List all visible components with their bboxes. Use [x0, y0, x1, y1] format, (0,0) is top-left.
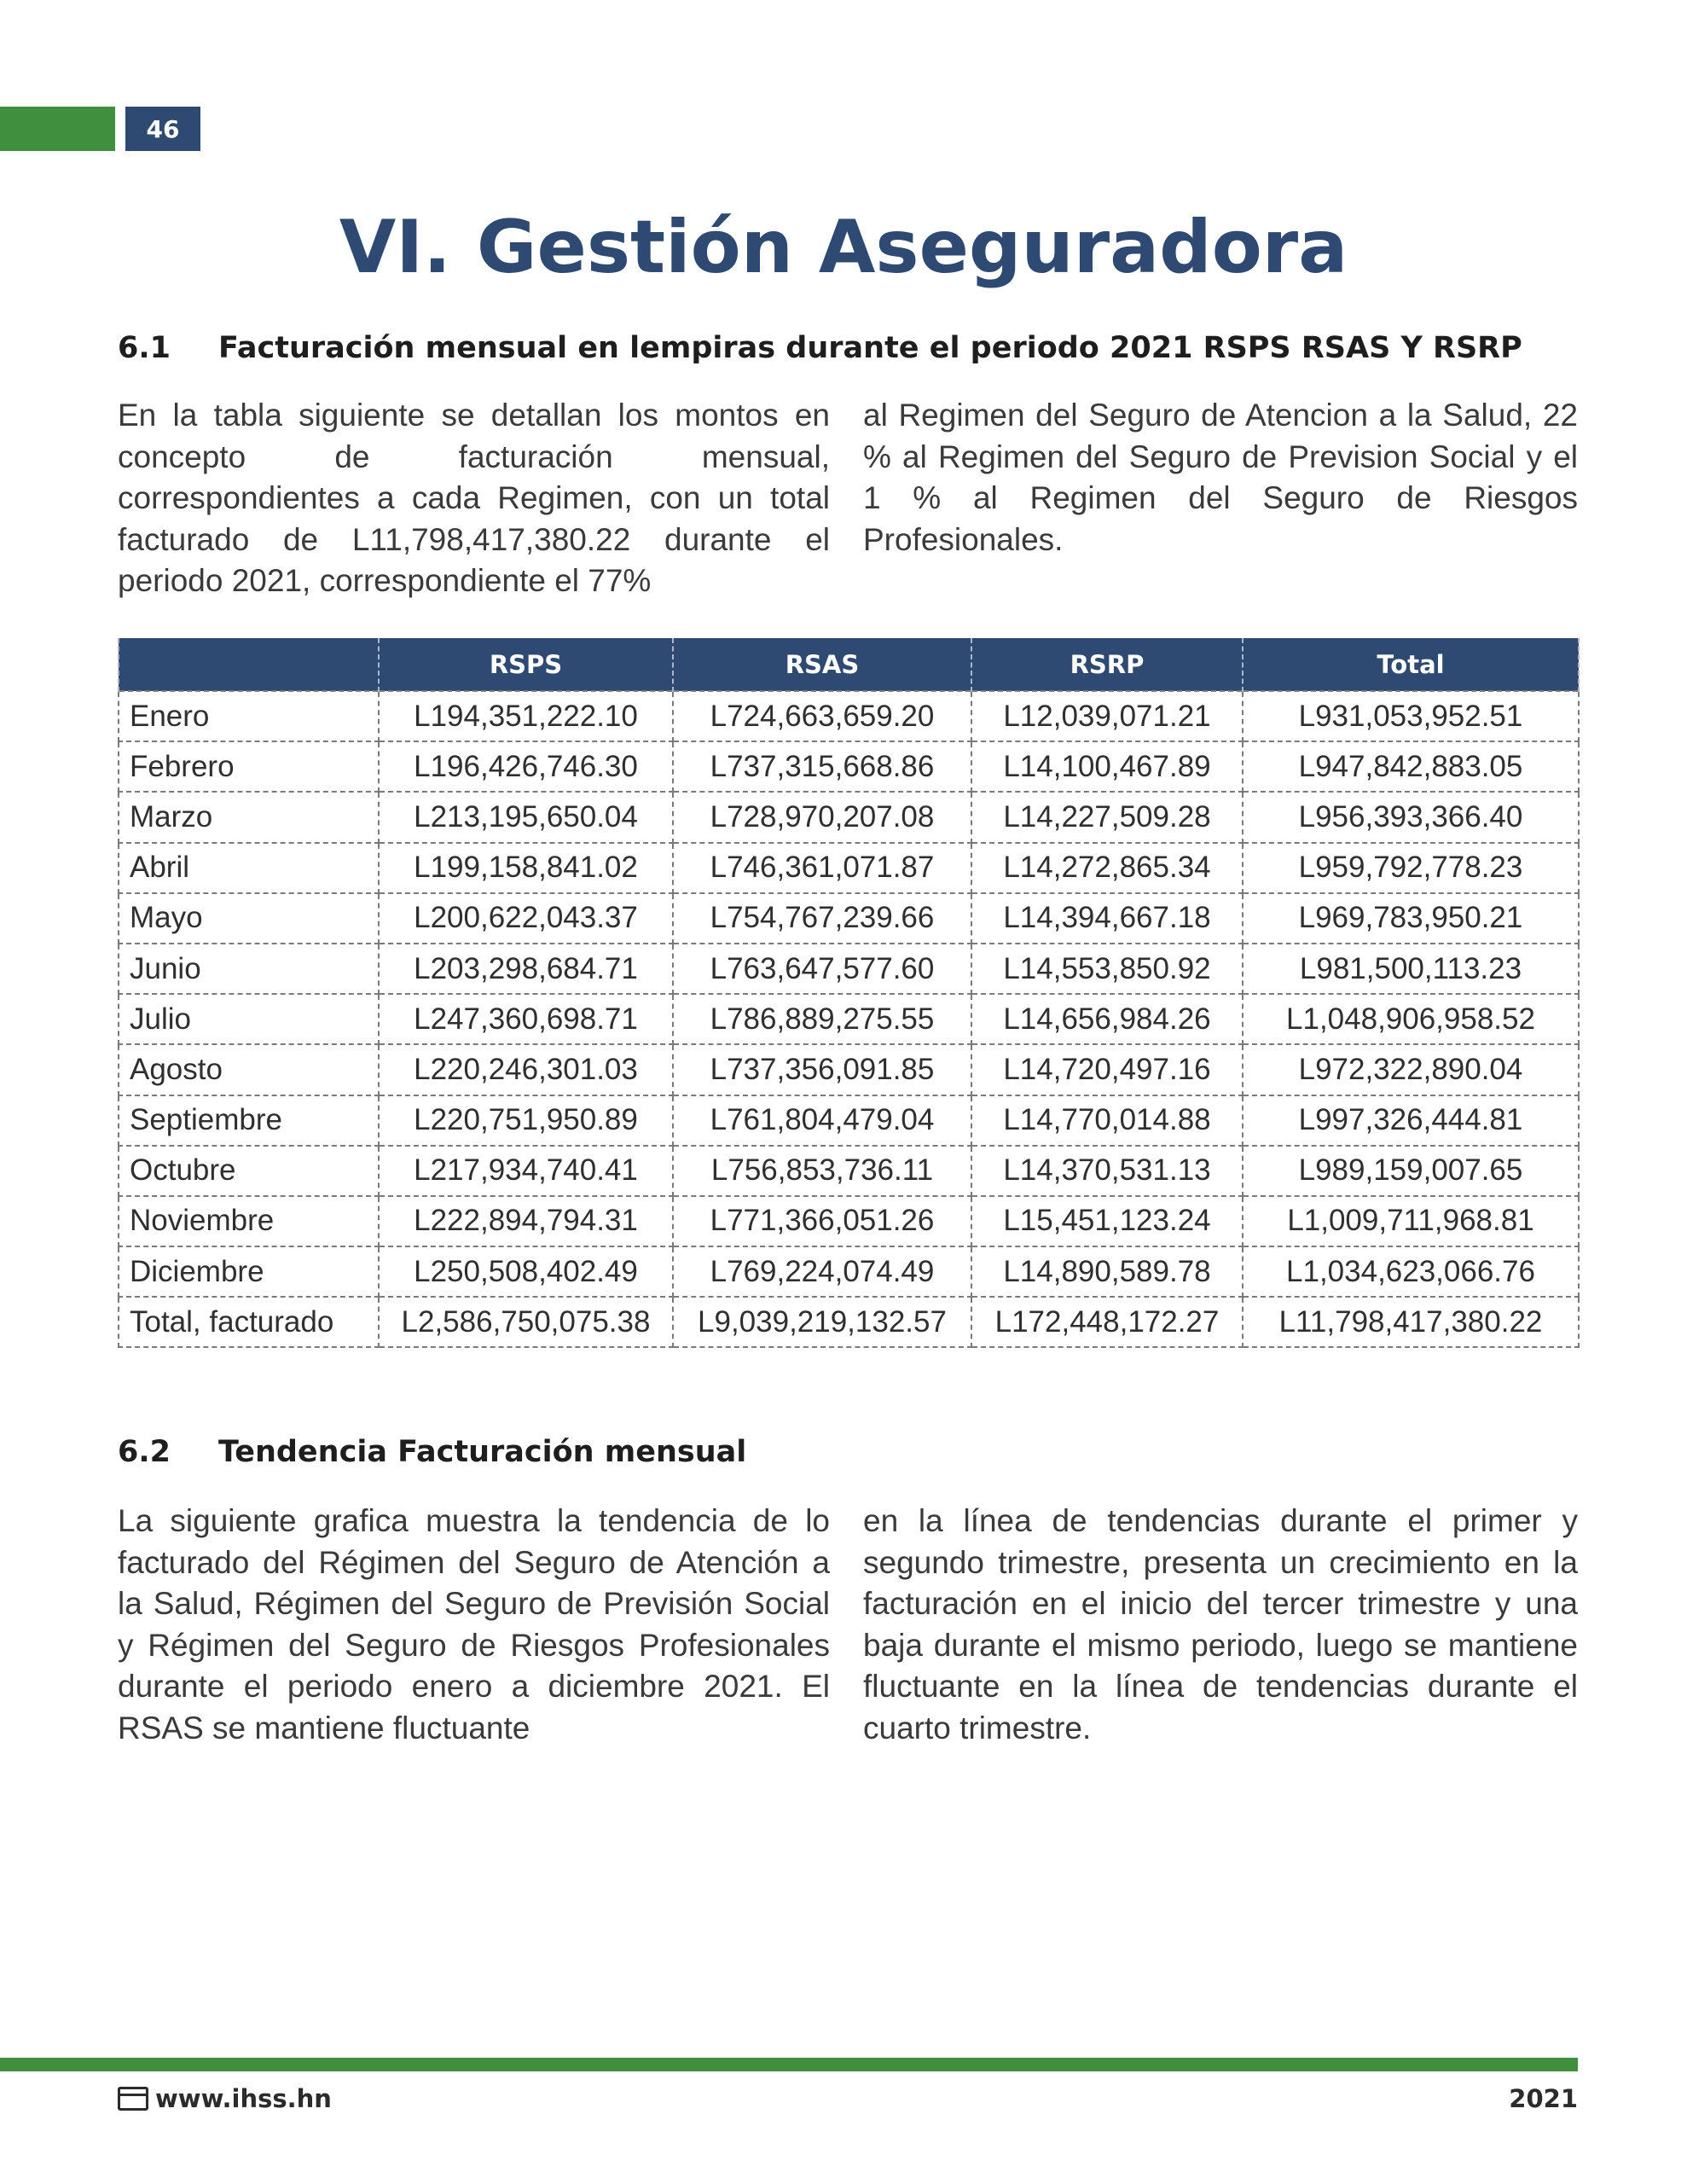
browser-window-icon [118, 2087, 148, 2111]
table-row [119, 1095, 1579, 1146]
amount-cell: L956,393,366.40 [1243, 792, 1579, 842]
amount-cell: L14,770,014.88 [971, 1095, 1243, 1146]
amount-cell: L220,751,950.89 [379, 1095, 673, 1146]
section-heading-6-2 [118, 1435, 746, 1469]
amount-cell: L754,767,239.66 [673, 893, 971, 944]
amount-cell: L997,326,444.81 [1243, 1095, 1579, 1146]
amount-cell: L959,792,778.23 [1243, 843, 1579, 893]
amount-cell: L11,798,417,380.22 [1243, 1297, 1579, 1347]
table-total-row [119, 1297, 1579, 1347]
paragraph-6-1-left: En la tabla siguiente se detallan los montos en concepto de facturación mensual, correspondientes a cada Regimen, con un total facturado de L11,798,417,380.22 durante el periodo 2021, correspondiente el 77% [118, 398, 830, 598]
amount-cell: L172,448,172.27 [971, 1297, 1243, 1347]
section-title: Tendencia Facturación mensual [218, 1435, 747, 1469]
amount-cell: L14,272,865.34 [971, 843, 1243, 893]
paragraph-6-2-right: en la línea de tendencias durante el primer y segundo trimestre, presenta un crecimiento en la facturación en el inicio del tercer trimestre y una baja durante el mismo periodo, luego se mantiene fluctuante en la línea de tendencias durante el cuarto trimestre. [863, 1503, 1578, 1745]
amount-cell: L786,889,275.55 [673, 994, 971, 1044]
month-cell: Agosto [119, 1044, 379, 1095]
month-cell: Junio [119, 944, 379, 994]
table-row [119, 843, 1579, 893]
amount-cell: L989,159,007.65 [1243, 1146, 1579, 1196]
table-row [119, 1044, 1579, 1095]
amount-cell: L771,366,051.26 [673, 1196, 971, 1246]
month-cell: Septiembre [119, 1095, 379, 1146]
table-row [119, 1196, 1579, 1246]
amount-cell: L14,553,850.92 [971, 944, 1243, 994]
section-heading-6-1 [118, 331, 1522, 365]
page-title: VI. Gestión Aseguradora [339, 205, 1348, 290]
amount-cell: L14,394,667.18 [971, 893, 1243, 944]
amount-cell: L737,315,668.86 [673, 741, 971, 792]
column-header-total: Total [1243, 638, 1579, 691]
amount-cell: L12,039,071.21 [971, 691, 1243, 741]
month-cell: Marzo [119, 792, 379, 842]
page-number: 46 [125, 107, 200, 151]
footer-url-text: www.ihss.hn [155, 2084, 332, 2113]
month-cell: Diciembre [119, 1246, 379, 1297]
table-row [119, 1146, 1579, 1196]
header-green-bar [0, 107, 115, 151]
amount-cell: L14,100,467.89 [971, 741, 1243, 792]
section-title: Facturación mensual en lempiras durante el periodo 2021 RSPS RSAS Y RSRP [218, 331, 1522, 365]
amount-cell: L217,934,740.41 [379, 1146, 673, 1196]
table-row [119, 1246, 1579, 1297]
amount-cell: L763,647,577.60 [673, 944, 971, 994]
section-number: 6.1 [118, 331, 171, 365]
amount-cell: L14,227,509.28 [971, 792, 1243, 842]
amount-cell: L14,720,497.16 [971, 1044, 1243, 1095]
month-cell: Noviembre [119, 1196, 379, 1246]
amount-cell: L14,370,531.13 [971, 1146, 1243, 1196]
column-header-rsrp: RSRP [971, 638, 1243, 691]
amount-cell: L1,034,623,066.76 [1243, 1246, 1579, 1297]
month-cell: Total, facturado [119, 1297, 379, 1347]
amount-cell: L761,804,479.04 [673, 1095, 971, 1146]
amount-cell: L737,356,091.85 [673, 1044, 971, 1095]
amount-cell: L947,842,883.05 [1243, 741, 1579, 792]
amount-cell: L981,500,113.23 [1243, 944, 1579, 994]
header-month-cell [119, 638, 379, 691]
amount-cell: L15,451,123.24 [971, 1196, 1243, 1246]
table-row [119, 691, 1579, 741]
amount-cell: L728,970,207.08 [673, 792, 971, 842]
amount-cell: L769,224,074.49 [673, 1246, 971, 1297]
table-row [119, 792, 1579, 842]
amount-cell: L969,783,950.21 [1243, 893, 1579, 944]
amount-cell: L2,586,750,075.38 [379, 1297, 673, 1347]
footer-link[interactable] [118, 2084, 332, 2113]
amount-cell: L1,048,906,958.52 [1243, 994, 1579, 1044]
amount-cell: L972,322,890.04 [1243, 1044, 1579, 1095]
paragraph-6-1-right: al Regimen del Seguro de Atencion a la Salud, 22 % al Regimen del Seguro de Prevision Social y el 1 % al Regimen del Seguro de Riesgos Profesionales. [863, 398, 1578, 557]
amount-cell: L196,426,746.30 [379, 741, 673, 792]
amount-cell: L194,351,222.10 [379, 691, 673, 741]
column-header-rsas: RSAS [673, 638, 971, 691]
month-cell: Mayo [119, 893, 379, 944]
amount-cell: L222,894,794.31 [379, 1196, 673, 1246]
footer-year: 2021 [1509, 2084, 1578, 2113]
month-cell: Abril [119, 843, 379, 893]
amount-cell: L9,039,219,132.57 [673, 1297, 971, 1347]
amount-cell: L14,890,589.78 [971, 1246, 1243, 1297]
column-header-rsps: RSPS [379, 638, 673, 691]
amount-cell: L213,195,650.04 [379, 792, 673, 842]
amount-cell: L200,622,043.37 [379, 893, 673, 944]
billing-table [118, 638, 1580, 1348]
section-number: 6.2 [118, 1435, 171, 1469]
amount-cell: L756,853,736.11 [673, 1146, 971, 1196]
amount-cell: L220,246,301.03 [379, 1044, 673, 1095]
amount-cell: L1,009,711,968.81 [1243, 1196, 1579, 1246]
table-row [119, 893, 1579, 944]
amount-cell: L931,053,952.51 [1243, 691, 1579, 741]
table-row [119, 994, 1579, 1044]
amount-cell: L203,298,684.71 [379, 944, 673, 994]
amount-cell: L199,158,841.02 [379, 843, 673, 893]
month-cell: Febrero [119, 741, 379, 792]
amount-cell: L14,656,984.26 [971, 994, 1243, 1044]
paragraph-6-2-left: La siguiente grafica muestra la tendencia de lo facturado del Régimen del Seguro de Atención a la Salud, Régimen del Seguro de Previsión Social y Régimen del Seguro de Riesgos Profesionales durante el periodo enero a diciembre 2021. El RSAS se mantiene fluctuante [118, 1503, 830, 1745]
amount-cell: L746,361,071.87 [673, 843, 971, 893]
table-row [119, 944, 1579, 994]
table-row [119, 741, 1579, 792]
amount-cell: L247,360,698.71 [379, 994, 673, 1044]
month-cell: Octubre [119, 1146, 379, 1196]
month-cell: Julio [119, 994, 379, 1044]
table-header-row [119, 638, 1579, 691]
footer-green-bar [0, 2058, 1578, 2071]
month-cell: Enero [119, 691, 379, 741]
amount-cell: L250,508,402.49 [379, 1246, 673, 1297]
amount-cell: L724,663,659.20 [673, 691, 971, 741]
